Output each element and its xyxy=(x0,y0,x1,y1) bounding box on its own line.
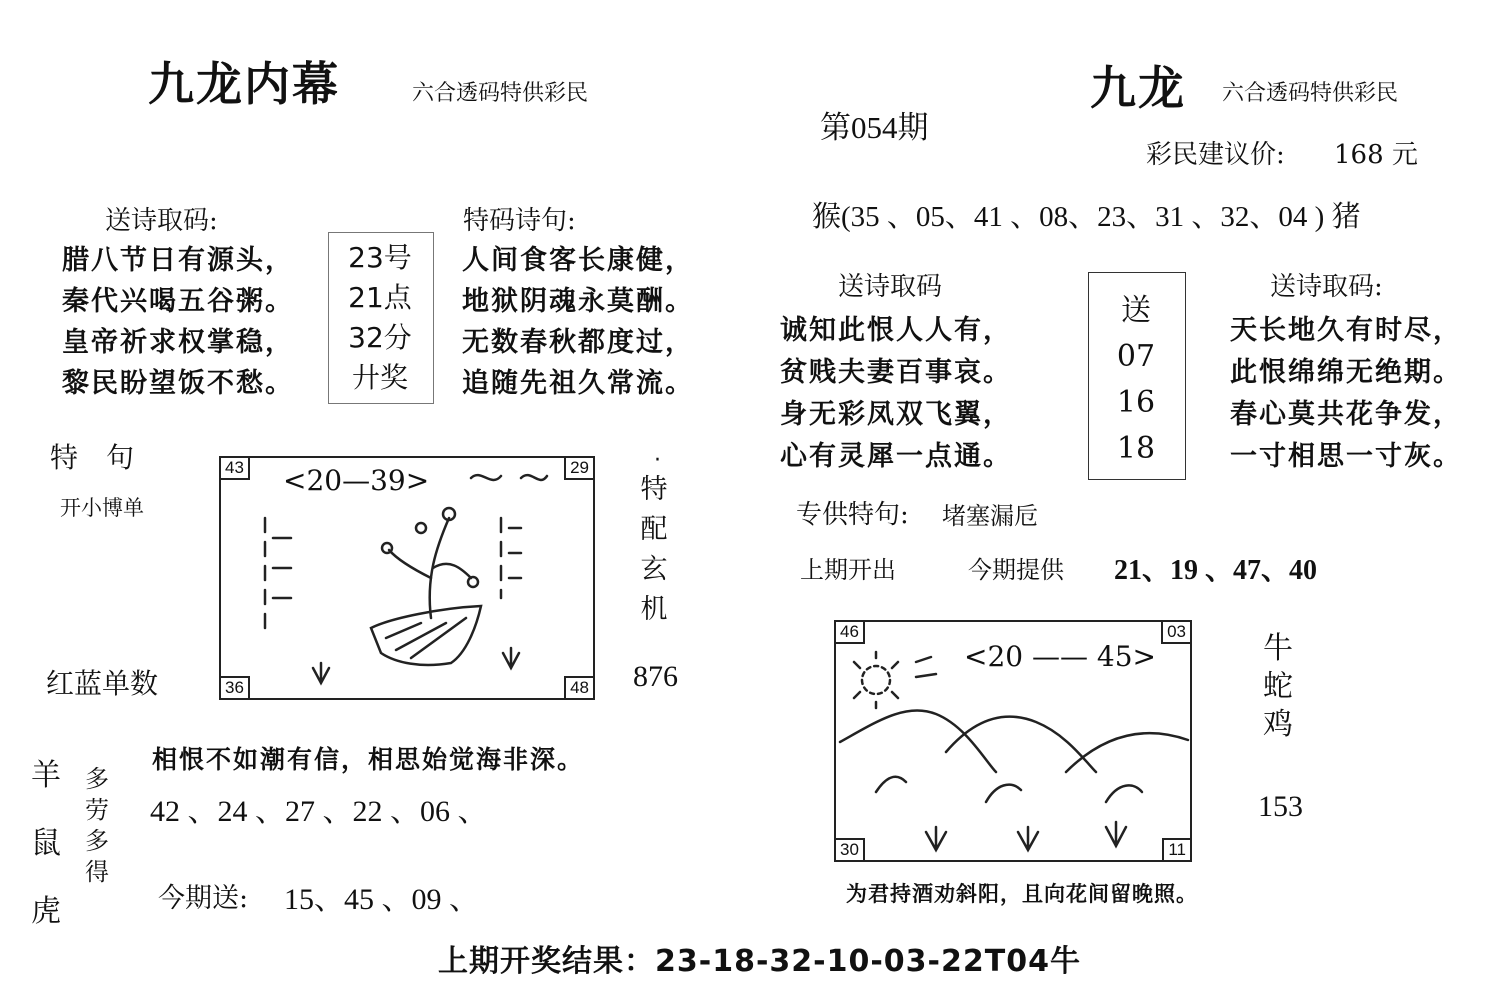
middle-box-line: 32分 xyxy=(348,321,412,354)
left-red-blue: 红蓝单数 xyxy=(46,667,159,700)
corner-number: 46 xyxy=(836,622,865,644)
corner-number: 30 xyxy=(836,838,865,860)
left-red-blue-number: 876 xyxy=(633,660,678,693)
vertical-char: 配 xyxy=(640,514,668,545)
send-box-line: 送 xyxy=(1121,293,1151,328)
left-title: 九龙内幕 xyxy=(148,57,340,111)
left-numbers-line: 42 、24 、27 、22 、06 、 xyxy=(150,795,488,828)
right-poem2-heading: 送诗取码: xyxy=(1270,272,1383,302)
right-send-box-text xyxy=(1090,288,1182,472)
corner-number: 29 xyxy=(564,458,593,480)
right-subtitle: 六合透码特供彩民 xyxy=(1222,81,1399,106)
right-number: 153 xyxy=(1258,790,1303,823)
right-price-label: 彩民建议价: xyxy=(1146,140,1285,170)
left-picture-range: <20—39> xyxy=(283,464,430,497)
zodiac-char: 鸡 xyxy=(1263,707,1293,742)
right-issue: 第054期 xyxy=(820,110,929,145)
duo-lao-char: 得 xyxy=(85,858,109,886)
corner-number: 11 xyxy=(1162,838,1190,860)
corner-number: 43 xyxy=(221,458,250,480)
zodiac-char: 虎 xyxy=(31,894,61,929)
left-special-poem xyxy=(462,240,694,404)
left-picture-frame xyxy=(219,456,595,700)
zodiac-char: 蛇 xyxy=(1263,669,1293,704)
right-poem2-line: 此恨绵绵无绝期。 xyxy=(1230,357,1462,388)
right-picture-frame xyxy=(834,620,1192,862)
right-poem1-line: 心有灵犀一点通。 xyxy=(780,441,1012,472)
left-poem-line: 腊八节日有源头， xyxy=(62,245,294,276)
special-poem-line: 无数春秋都度过， xyxy=(462,327,694,358)
right-poem2-line: 一寸相思一寸灰。 xyxy=(1230,441,1462,472)
vertical-char: 玄 xyxy=(640,554,668,585)
right-jin-qi-label: 今期提供 xyxy=(968,556,1064,584)
left-te-ju: 特 句 xyxy=(50,441,135,474)
right-poem1 xyxy=(780,310,1012,478)
duo-lao-char: 多 xyxy=(85,827,109,855)
vertical-char: 特 xyxy=(640,474,668,505)
corner-number: 48 xyxy=(564,676,593,698)
right-poem1-line: 贫贱夫妻百事哀。 xyxy=(780,357,1012,388)
left-poem-line: 黎民盼望饭不愁。 xyxy=(62,368,294,399)
right-poem1-heading: 送诗取码 xyxy=(838,272,943,302)
left-special-heading: 特码诗句: xyxy=(463,206,576,236)
right-price-value: 168 元 xyxy=(1334,140,1418,170)
left-picture-sketch xyxy=(221,458,593,698)
duo-lao-char: 劳 xyxy=(85,796,109,824)
right-poem2-line: 天长地久有时尽， xyxy=(1230,315,1462,346)
left-vertical-note xyxy=(636,470,672,630)
left-vertical-dot: · xyxy=(654,448,661,473)
send-box-line: 07 xyxy=(1116,339,1156,374)
left-poem-line: 秦代兴喝五谷粥。 xyxy=(62,286,294,317)
vertical-char: 机 xyxy=(640,594,668,625)
right-poem2-line: 春心莫共花争发， xyxy=(1230,399,1462,430)
left-poem-heading: 送诗取码: xyxy=(105,206,218,236)
corner-number: 36 xyxy=(221,676,250,698)
right-poem1-line: 身无彩凤双飞翼， xyxy=(780,399,1012,430)
left-jin-qi-song-numbers: 15、45 、09 、 xyxy=(284,883,479,916)
special-poem-line: 追随先祖久常流。 xyxy=(462,368,694,399)
right-picture-sketch xyxy=(836,622,1190,860)
left-middle-box-text xyxy=(332,238,428,398)
middle-box-line: 廾奖 xyxy=(351,361,408,394)
send-box-line: 18 xyxy=(1116,431,1156,466)
right-zodiac-vertical xyxy=(1258,630,1298,744)
right-shang-qi-label: 上期开出 xyxy=(800,556,896,584)
left-duo-lao xyxy=(82,764,112,888)
send-box-line: 16 xyxy=(1116,385,1156,420)
corner-number: 03 xyxy=(1161,622,1190,644)
right-caption: 为君持酒劝斜阳，且向花间留晚照。 xyxy=(846,882,1198,906)
left-subtitle: 六合透码特供彩民 xyxy=(412,81,589,106)
special-poem-line: 地狱阴魂永莫酬。 xyxy=(462,286,694,317)
left-poem-line: 皇帝祈求权掌稳， xyxy=(62,327,294,358)
middle-box-line: 23号 xyxy=(348,241,412,274)
left-couplet: 相恨不如潮有信，相思始觉海非深。 xyxy=(152,745,585,774)
left-kai-xiao: 开小博单 xyxy=(60,496,144,520)
left-jin-qi-song-label: 今期送: xyxy=(158,883,249,914)
right-monkey-line: 猴(35 、05、41 、08、23、31 、32、04 ) 猪 xyxy=(812,201,1361,233)
zodiac-char: 鼠 xyxy=(31,826,61,861)
duo-lao-char: 多 xyxy=(85,765,109,793)
right-title: 九龙 xyxy=(1090,61,1186,115)
right-poem2 xyxy=(1230,310,1462,478)
zodiac-char: 羊 xyxy=(31,758,61,793)
right-poem1-line: 诚知此恨人人有， xyxy=(780,315,1012,346)
right-jin-qi-numbers: 21、19 、47、40 xyxy=(1114,555,1318,586)
left-poem xyxy=(62,240,294,404)
special-poem-line: 人间食客长康健， xyxy=(462,245,694,276)
left-zodiac-vertical xyxy=(26,742,66,946)
right-zhuan-gong-value: 堵塞漏卮 xyxy=(942,502,1038,530)
bottom-result: 上期开奖结果：23-18-32-10-03-22T04牛 xyxy=(438,944,1081,979)
middle-box-line: 21点 xyxy=(348,281,412,314)
right-zhuan-gong-label: 专供特句: xyxy=(796,500,909,530)
zodiac-char: 牛 xyxy=(1263,631,1293,666)
right-picture-range: <20 —— 45> xyxy=(964,640,1156,673)
